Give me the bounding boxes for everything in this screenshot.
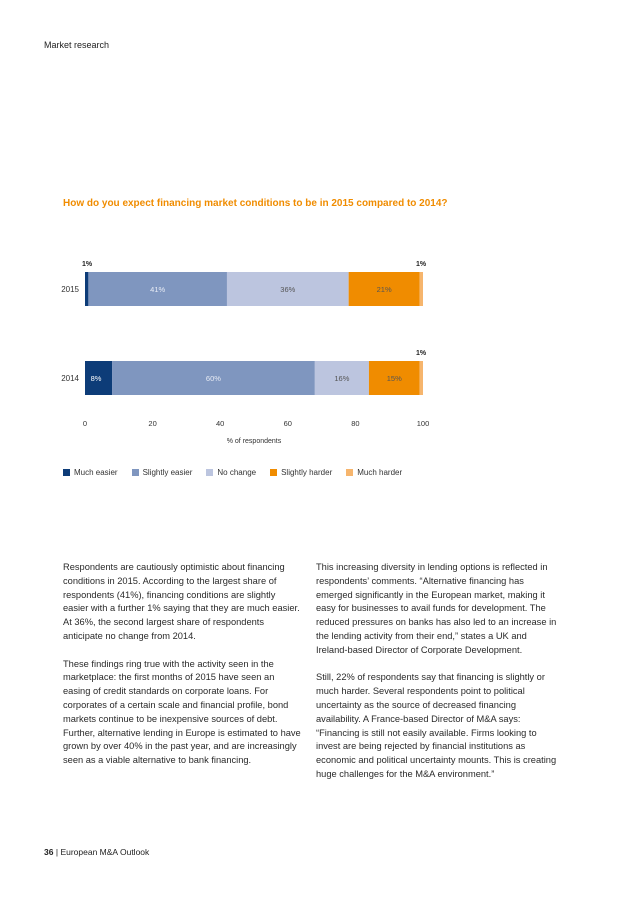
legend-label: No change bbox=[217, 468, 257, 477]
data-label: 8% bbox=[90, 374, 102, 383]
legend-swatch bbox=[346, 469, 353, 476]
x-tick-label: 20 bbox=[148, 419, 157, 428]
body-column-left bbox=[63, 561, 301, 782]
chart-title: How do you expect financing market conditions to be in 2015 compared to 2014? bbox=[63, 198, 448, 209]
body-paragraph: These findings ring true with the activity seen in the marketplace: the first months of 2015 have seen an easing of credit standards on corporate loans. For corporates of a certain scale and financial profile, bond markets continue to be inexpensive sources of debt. Further, alternative lending in Europe is estimated to have grown by over 40% in the past year, and are increasingly seen as a viable alternative to bank financing. bbox=[63, 658, 301, 766]
x-tick-label: 0 bbox=[82, 419, 88, 428]
body-column-right bbox=[316, 561, 560, 796]
legend-item bbox=[63, 468, 118, 477]
x-tick-label: 40 bbox=[216, 419, 225, 428]
chart-legend bbox=[63, 468, 402, 477]
x-axis-label: % of respondents bbox=[226, 438, 282, 445]
legend-item bbox=[270, 468, 332, 477]
category-label: 2014 bbox=[61, 374, 79, 383]
data-label: 1% bbox=[415, 261, 427, 268]
body-paragraph: This increasing diversity in lending options is reflected in respondents’ comments. “Alternative financing has emerged significantly in the European market, making it easy for businesses to avail funds for development. The reduced pressures on banks has also led to an increase in the lending activity from their end,” states a UK and Ireland-based Director of Corporate Development. bbox=[316, 562, 557, 655]
bar-segment bbox=[85, 272, 88, 306]
data-label: 21% bbox=[376, 285, 392, 294]
legend-label: Slightly harder bbox=[281, 468, 333, 477]
data-label: 16% bbox=[334, 374, 350, 383]
legend-label: Much harder bbox=[357, 468, 403, 477]
body-paragraph: Still, 22% of respondents say that financing is slightly or much harder. Several respondents point to political uncertainty as the source of decreased financing availability. A France-based Director of M&A says: “Financing is still not easily available. Firms looking to invest are being rejected by financial institutions as economic and political uncertainty mounts. This is creating huge challenges for the M&A environment.” bbox=[316, 672, 557, 779]
x-tick-label: 80 bbox=[351, 419, 360, 428]
page-number: 36 bbox=[44, 847, 54, 857]
legend-swatch bbox=[132, 469, 139, 476]
bar-segment bbox=[420, 361, 423, 395]
data-label: 1% bbox=[415, 350, 427, 357]
category-label: 2015 bbox=[61, 285, 79, 294]
page-footer bbox=[44, 847, 149, 857]
legend-item bbox=[206, 468, 256, 477]
data-label: 36% bbox=[280, 285, 296, 294]
legend-swatch bbox=[206, 469, 213, 476]
footer-separator: | bbox=[55, 847, 59, 857]
publication-name: European M&A Outlook bbox=[60, 847, 150, 857]
legend-label: Much easier bbox=[74, 468, 118, 477]
legend-item bbox=[132, 468, 193, 477]
legend-label: Slightly easier bbox=[142, 468, 193, 477]
section-header: Market research bbox=[44, 40, 110, 50]
data-label: 41% bbox=[150, 285, 166, 294]
bar-segment bbox=[420, 272, 423, 306]
x-tick-label: 60 bbox=[283, 419, 292, 428]
x-tick-label: 100 bbox=[416, 419, 430, 428]
body-paragraph: Respondents are cautiously optimistic about financing conditions in 2015. According to the largest share of respondents (41%), financing conditions are slightly easier with a further 1% saying that they are much easier. At 36%, the second largest share of respondents anticipate no change from 2014. bbox=[63, 562, 300, 641]
legend-swatch bbox=[270, 469, 277, 476]
data-label: 15% bbox=[386, 374, 402, 383]
legend-item bbox=[346, 468, 402, 477]
data-label: 60% bbox=[205, 374, 221, 383]
data-label: 1% bbox=[81, 261, 93, 268]
legend-swatch bbox=[63, 469, 70, 476]
